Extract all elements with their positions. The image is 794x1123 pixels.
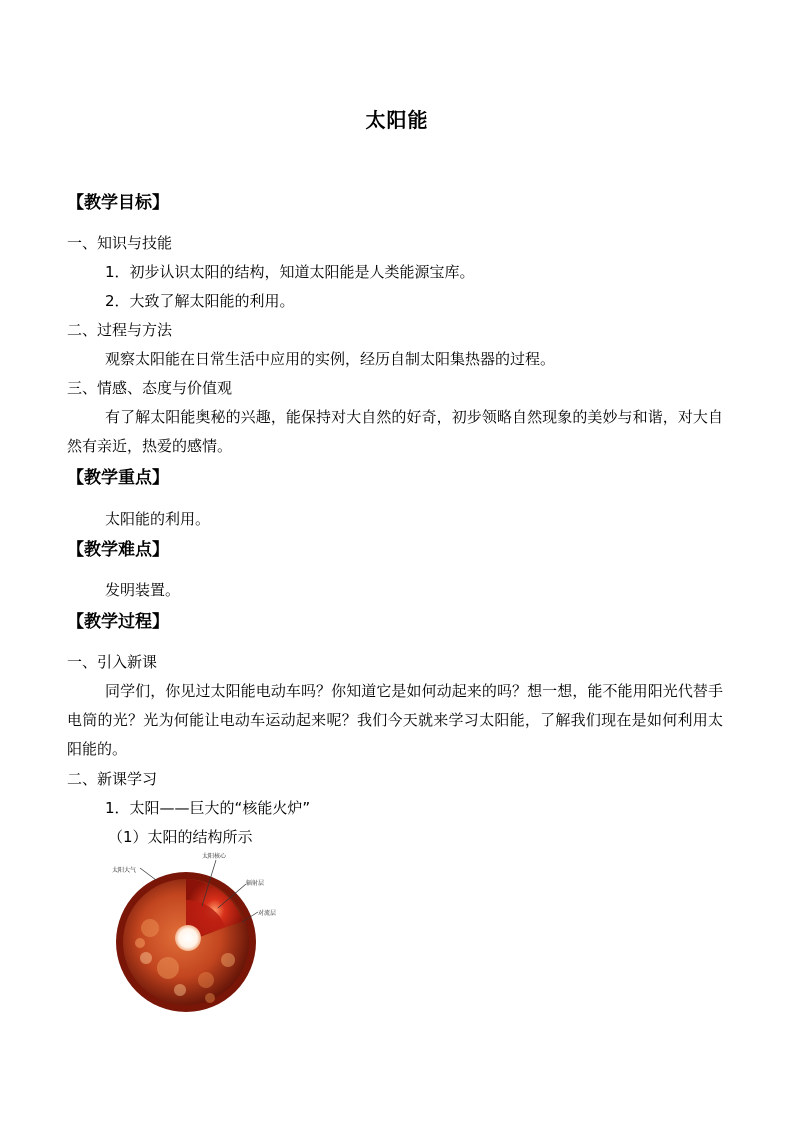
difficult-points-heading: 【教学难点】 <box>67 540 169 560</box>
goal-knowledge-item-1: 1．初步认识太阳的结构，知道太阳能是人类能源宝库。 <box>105 263 475 281</box>
teaching-process-heading: 【教学过程】 <box>67 612 169 632</box>
goal-attitude-text: 有了解太阳能奥秘的兴趣，能保持对大自然的好奇，初步领略自然现象的美妙与和谐，对大自然有亲近，热爱的感情。 <box>67 408 723 455</box>
label-radiation: 辐射层 <box>246 880 265 887</box>
page-title: 太阳能 <box>365 108 429 132</box>
new-lesson-item-1-sub-1: （1）太阳的结构所示 <box>108 828 253 846</box>
sun-structure-figure <box>110 848 300 1018</box>
label-line-atmosphere <box>140 868 156 880</box>
intro-text: 同学们，你见过太阳能电动车吗？你知道它是如何动起来的吗？想一想，能不能用阳光代替手电筒的光？光为何能让电动车运动起来呢？我们今天就来学习太阳能，了解我们现在是如何利用太阳能的。 <box>67 682 723 758</box>
goal-process-text: 观察太阳能在日常生活中应用的实例，经历自制太阳集热器的过程。 <box>105 350 556 368</box>
goal-attitude-heading: 三、情感、态度与价值观 <box>67 379 233 397</box>
key-points-text: 太阳能的利用。 <box>105 510 211 528</box>
key-points-heading: 【教学重点】 <box>67 468 169 488</box>
goal-knowledge-item-2: 2．大致了解太阳能的利用。 <box>105 292 295 310</box>
goal-knowledge-heading: 一、知识与技能 <box>67 234 173 252</box>
intro-heading: 一、引入新课 <box>67 653 158 671</box>
sun-core <box>175 925 201 951</box>
sun-structure-diagram <box>110 848 300 1018</box>
teaching-goals-heading: 【教学目标】 <box>67 193 169 213</box>
goal-process-heading: 二、过程与方法 <box>67 321 173 339</box>
label-core: 太阳核心 <box>202 853 227 860</box>
label-atmosphere: 太阳大气 <box>112 867 137 874</box>
label-convection: 对流层 <box>258 910 277 917</box>
new-lesson-item-1: 1．太阳——巨大的“核能火炉” <box>105 799 311 817</box>
new-lesson-heading: 二、新课学习 <box>67 770 158 788</box>
difficult-points-text: 发明装置。 <box>105 581 181 599</box>
